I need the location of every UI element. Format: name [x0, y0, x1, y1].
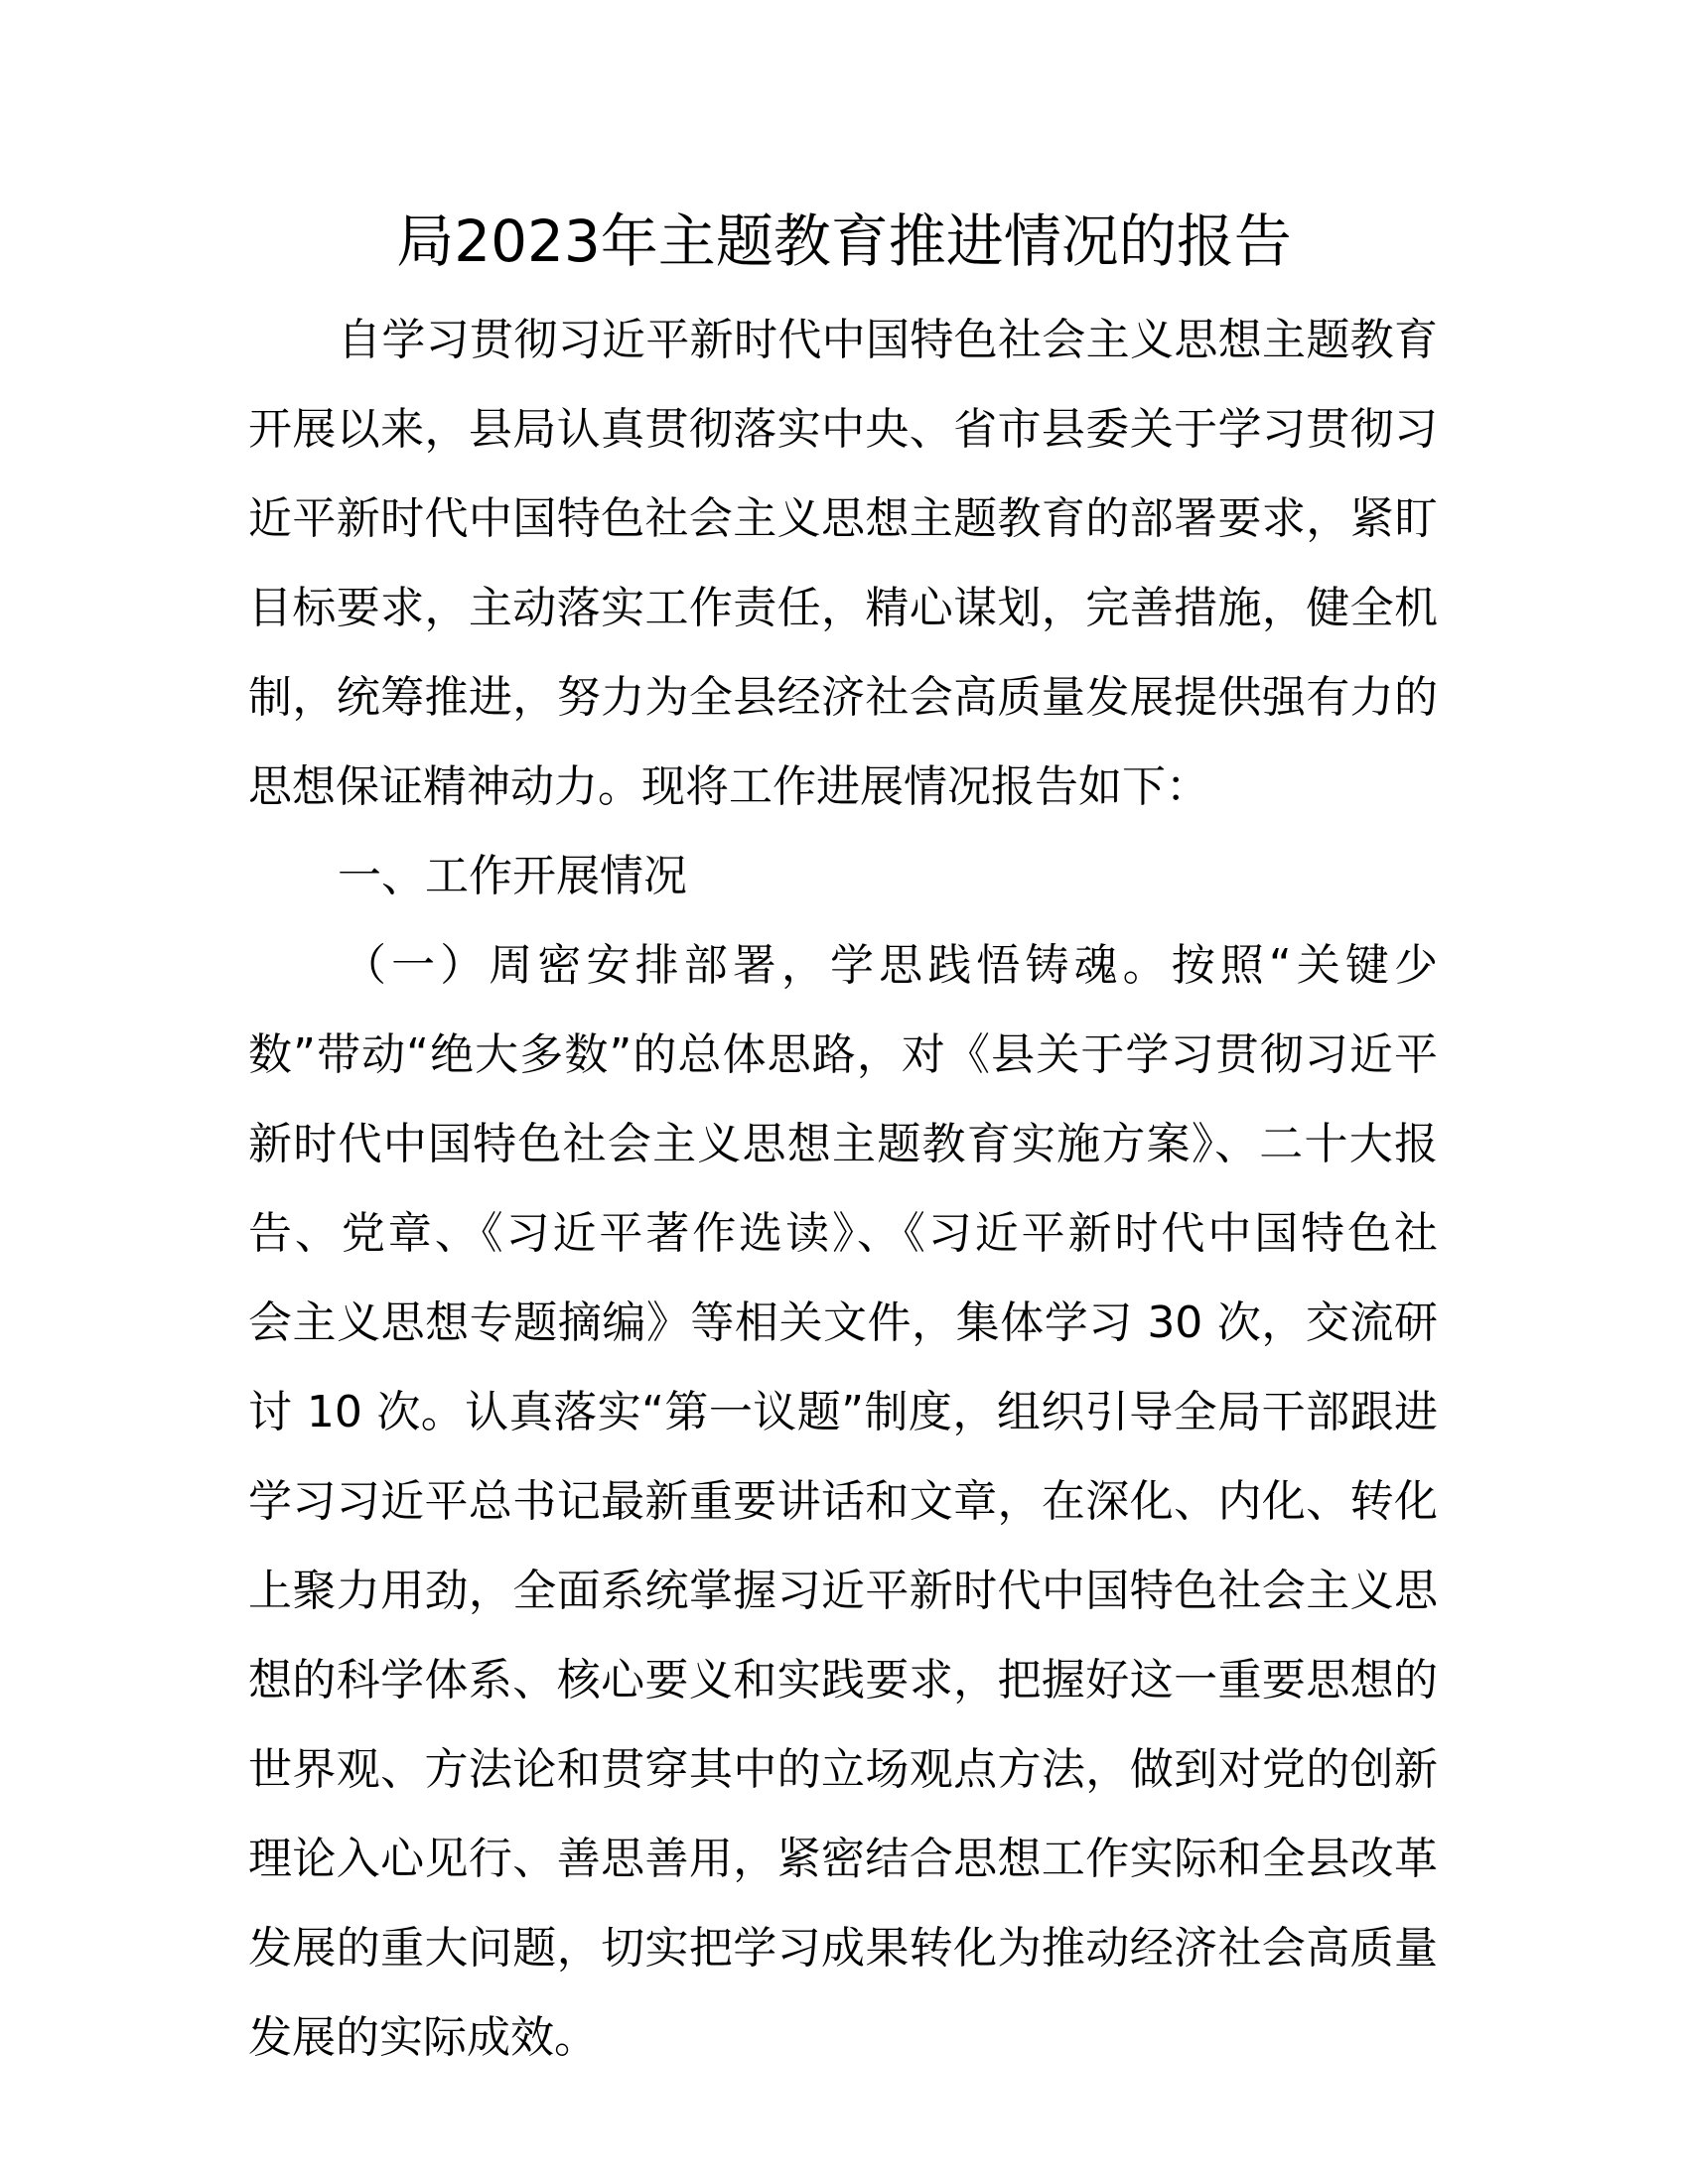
paragraph-line: 世界观、方法论和贯穿其中的立场观点方法，做到对党的创新	[248, 1744, 1438, 1795]
paragraph-line: 发展的重大问题，切实把学习成果转化为推动经济社会高质量	[248, 1923, 1438, 1974]
paragraph-line: 思想保证精神动力。现将工作进展情况报告如下：	[248, 761, 1209, 812]
paragraph-line: 目标要求，主动落实工作责任，精心谋划，完善措施，健全机	[248, 583, 1438, 633]
paragraph-line: 发展的实际成效。	[248, 2012, 598, 2063]
paragraph-line: 讨 10 次。认真落实“第一议题”制度，组织引导全局干部跟进	[248, 1387, 1438, 1437]
paragraph-line: 学习习近平总书记最新重要讲话和文章，在深化、内化、转化	[248, 1476, 1438, 1527]
document-body	[248, 296, 1438, 2083]
paragraph-line: 会主义思想专题摘编》等相关文件，集体学习 30 次，交流研	[248, 1297, 1438, 1348]
paragraph-line: 制，统筹推进，努力为全县经济社会高质量发展提供强有力的	[248, 672, 1438, 723]
paragraph-line: 告、党章、《习近平著作选读》、《习近平新时代中国特色社	[248, 1208, 1438, 1259]
paragraph-line: 开展以来，县局认真贯彻落实中央、省市县委关于学习贯彻习	[248, 404, 1438, 455]
paragraph-line: 上聚力用劲，全面系统掌握习近平新时代中国特色社会主义思	[248, 1566, 1438, 1616]
document-title: 局2023年主题教育推进情况的报告	[396, 207, 1292, 275]
paragraph-line: 新时代中国特色社会主义思想主题教育实施方案》、二十大报	[248, 1119, 1438, 1169]
section-heading: 一、工作开展情况	[338, 851, 687, 901]
paragraph-line: 自学习贯彻习近平新时代中国特色社会主义思想主题教育	[338, 315, 1438, 365]
paragraph-line: 理论入心见行、善思善用，紧密结合思想工作实际和全县改革	[248, 1834, 1438, 1884]
paragraph-line: 想的科学体系、核心要义和实践要求，把握好这一重要思想的	[248, 1655, 1438, 1706]
paragraph-line: 数”带动“绝大多数”的总体思路，对《县关于学习贯彻习近平	[248, 1029, 1438, 1080]
paragraph-line: （一）周密安排部署，学思践悟铸魂。按照“关键少	[343, 940, 1438, 991]
paragraph-line: 近平新时代中国特色社会主义思想主题教育的部署要求，紧盯	[248, 493, 1438, 544]
